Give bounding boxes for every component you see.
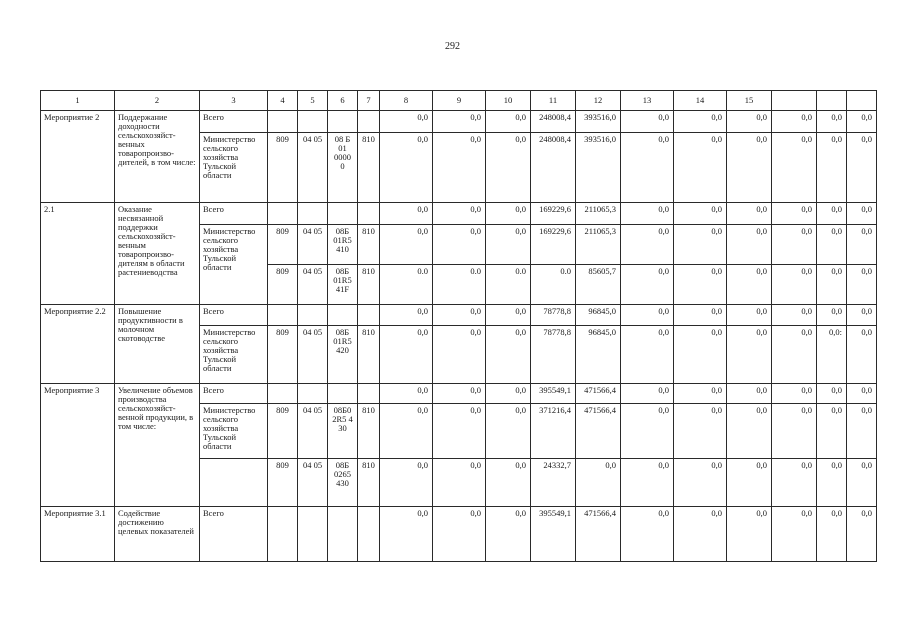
value-cell: 0,0 [486,225,531,265]
value-cell: 0,0 [621,326,674,384]
event-description: Увеличение объемов производства сельскохозяйст- венной продукции, в том числе: [115,384,200,507]
code-section: 04 05 [298,225,328,265]
code-grbs: 809 [268,326,298,384]
code-target: 08Б 01R5 410 [328,225,358,265]
value-cell: 0,0 [621,305,674,326]
code-type: 810 [358,326,380,384]
value-cell: 0,0 [621,111,674,133]
value-cell: 471566,4 [576,404,621,459]
value-cell: 0,0 [486,305,531,326]
value-cell: 0,0 [380,203,433,225]
value-cell: 0,0 [847,203,877,225]
header-cell: 9 [433,91,486,111]
value-cell: 0,0 [817,133,847,203]
value-cell: 0,0 [486,384,531,404]
value-cell: 0,0 [727,111,772,133]
value-cell: 78778,8 [531,305,576,326]
budget-table [40,90,877,562]
source-label: Министерство сельского хозяйства Тульской области [200,133,268,203]
event-description: Поддержание доходности сельскохозяйст- венных товаропроизво- дителей, в том числе: [115,111,200,203]
value-cell: 0,0 [817,404,847,459]
value-cell: 0,0 [380,459,433,507]
value-cell: 0,0: [817,326,847,384]
value-cell: 0,0 [486,203,531,225]
event-code: Мероприятие 2.2 [41,305,115,384]
source-label: Министерство сельского хозяйства Тульской области [200,404,268,459]
header-cell: 14 [674,91,727,111]
value-cell: 0,0 [433,305,486,326]
event-code: 2.1 [41,203,115,305]
value-cell: 0,0 [772,305,817,326]
header-cell [772,91,817,111]
value-cell: 371216,4 [531,404,576,459]
page-number: 292 [445,41,460,52]
event-description: Содействие достижению целевых показателей [115,507,200,562]
value-cell: 0,0 [433,326,486,384]
value-cell: 0,0 [847,265,877,305]
value-cell: 0,0 [433,384,486,404]
value-cell: 169229,6 [531,203,576,225]
value-cell: 0,0 [772,203,817,225]
value-cell: 0,0 [380,404,433,459]
value-cell: 0.0 [486,265,531,305]
code-section [298,384,328,404]
value-cell: 0,0 [817,265,847,305]
header-cell: 3 [200,91,268,111]
value-cell: 0,0 [486,507,531,562]
value-cell: 0,0 [433,225,486,265]
header-cell: 15 [727,91,772,111]
source-label: Всего [200,305,268,326]
code-section: 04 05 [298,459,328,507]
value-cell: 0,0 [727,265,772,305]
code-section: 04 05 [298,326,328,384]
code-target: 08Б 01R5 41F [328,265,358,305]
value-cell: 0,0 [727,305,772,326]
value-cell: 0,0 [727,326,772,384]
source-label: Всего [200,203,268,225]
value-cell: 0,0 [847,404,877,459]
value-cell: 0,0 [772,507,817,562]
value-cell: 0,0 [772,111,817,133]
value-cell: 0,0 [817,507,847,562]
value-cell: 0,0 [727,225,772,265]
value-cell: 0,0 [621,507,674,562]
table-row [41,305,877,326]
code-type [358,507,380,562]
value-cell: 393516,0 [576,133,621,203]
value-cell: 0,0 [433,459,486,507]
code-target [328,111,358,133]
value-cell: 0,0 [772,459,817,507]
value-cell: 24332,7 [531,459,576,507]
value-cell: 248008,4 [531,133,576,203]
value-cell: 0,0 [727,133,772,203]
code-section: 04 05 [298,133,328,203]
value-cell: 471566,4 [576,507,621,562]
header-cell: 12 [576,91,621,111]
code-type [358,305,380,326]
code-target: 08Б 0265 430 [328,459,358,507]
value-cell: 0,0 [380,384,433,404]
code-type: 810 [358,133,380,203]
code-target [328,384,358,404]
value-cell: 0,0 [817,203,847,225]
header-cell: 13 [621,91,674,111]
value-cell: 211065,3 [576,203,621,225]
header-cell [817,91,847,111]
value-cell: 0,0 [433,203,486,225]
value-cell: 0,0 [621,404,674,459]
value-cell: 0,0 [727,459,772,507]
code-section [298,203,328,225]
value-cell: 0,0 [433,111,486,133]
header-cell: 5 [298,91,328,111]
value-cell: 0,0 [621,225,674,265]
value-cell: 0,0 [772,225,817,265]
code-grbs: 809 [268,225,298,265]
value-cell: 248008,4 [531,111,576,133]
value-cell: 0,0 [674,111,727,133]
value-cell: 0,0 [674,203,727,225]
value-cell: 0,0 [847,133,877,203]
source-label: Всего [200,111,268,133]
header-cell: 4 [268,91,298,111]
code-target: 08Б0 2R5 4 30 [328,404,358,459]
value-cell: 211065,3 [576,225,621,265]
code-grbs [268,203,298,225]
value-cell: 0,0 [380,507,433,562]
code-target [328,305,358,326]
value-cell: 0,0 [772,133,817,203]
value-cell: 0,0 [847,459,877,507]
value-cell: 395549,1 [531,384,576,404]
value-cell: 0,0 [727,203,772,225]
code-type [358,111,380,133]
value-cell: 0,0 [576,459,621,507]
value-cell: 0,0 [621,384,674,404]
value-cell: 0,0 [674,305,727,326]
value-cell: 0,0 [621,203,674,225]
value-cell: 0,0 [674,133,727,203]
value-cell: 0,0 [621,459,674,507]
code-grbs: 809 [268,459,298,507]
table-row [41,203,877,225]
code-type: 810 [358,404,380,459]
code-section: 04 05 [298,265,328,305]
value-cell: 96845,0 [576,326,621,384]
value-cell: 0,0 [817,305,847,326]
value-cell: 96845,0 [576,305,621,326]
value-cell: 0,0 [847,384,877,404]
source-label: Министерство сельского хозяйства Тульской области [200,225,268,305]
value-cell: 0,0 [727,384,772,404]
code-section [298,111,328,133]
value-cell: 0,0 [772,384,817,404]
value-cell: 0,0 [674,459,727,507]
value-cell: 0,0 [380,111,433,133]
header-cell: 7 [358,91,380,111]
value-cell: 0,0 [621,265,674,305]
value-cell: 0,0 [380,326,433,384]
code-section [298,305,328,326]
value-cell: 0,0 [380,305,433,326]
table-row [41,111,877,133]
code-section [298,507,328,562]
source-label: Всего [200,384,268,404]
code-grbs: 809 [268,133,298,203]
value-cell: 0,0 [486,326,531,384]
value-cell: 471566,4 [576,384,621,404]
value-cell: 0,0 [433,507,486,562]
code-target [328,507,358,562]
event-code: Мероприятие 2 [41,111,115,203]
header-cell: 8 [380,91,433,111]
value-cell: 0,0 [772,404,817,459]
value-cell: 0,0 [847,111,877,133]
value-cell: 0,0 [817,111,847,133]
value-cell: 0,0 [674,265,727,305]
value-cell: 0,0 [727,507,772,562]
code-section: 04 05 [298,404,328,459]
code-type: 810 [358,265,380,305]
value-cell: 0,0 [727,404,772,459]
value-cell: 78778,8 [531,326,576,384]
event-code: Мероприятие 3.1 [41,507,115,562]
value-cell: 0,0 [433,133,486,203]
value-cell: 0,0 [674,404,727,459]
code-grbs [268,507,298,562]
table-row [41,384,877,404]
value-cell: 0,0 [433,404,486,459]
header-cell: 2 [115,91,200,111]
value-cell: 0,0 [817,384,847,404]
value-cell: 0,0 [486,133,531,203]
value-cell: 0,0 [674,507,727,562]
code-grbs: 809 [268,265,298,305]
value-cell: 0,0 [847,326,877,384]
code-grbs [268,111,298,133]
value-cell: 395549,1 [531,507,576,562]
code-target [328,203,358,225]
value-cell: 0.0 [380,265,433,305]
code-grbs [268,384,298,404]
value-cell: 0,0 [380,133,433,203]
value-cell: 85605,7 [576,265,621,305]
source-label: Министерство сельского хозяйства Тульской области [200,326,268,384]
value-cell: 0,0 [674,225,727,265]
header-row [41,91,877,111]
header-cell: 1 [41,91,115,111]
code-type: 810 [358,225,380,265]
value-cell: 0,0 [674,384,727,404]
event-description: Оказание несвязанной поддержки сельскохозяйст- венным товаропроизво- дителям в области растениеводства [115,203,200,305]
value-cell: 0,0 [486,111,531,133]
code-grbs: 809 [268,404,298,459]
code-target: 08Б 01R5 420 [328,326,358,384]
value-cell: 0,0 [847,225,877,265]
value-cell: 393516,0 [576,111,621,133]
source-label [200,459,268,507]
code-type: 810 [358,459,380,507]
code-target: 08 Б 01 0000 0 [328,133,358,203]
code-type [358,384,380,404]
header-cell: 6 [328,91,358,111]
event-code: Мероприятие 3 [41,384,115,507]
source-label: Всего [200,507,268,562]
code-type [358,203,380,225]
value-cell: 0,0 [817,225,847,265]
value-cell: 0,0 [674,326,727,384]
table-row [41,507,877,562]
value-cell: 0,0 [486,404,531,459]
header-cell: 11 [531,91,576,111]
event-description: Повышение продуктивности в молочном скотоводстве [115,305,200,384]
value-cell: 0,0 [847,507,877,562]
value-cell: 0.0 [531,265,576,305]
value-cell: 0,0 [772,326,817,384]
header-cell [847,91,877,111]
value-cell: 0,0 [847,305,877,326]
value-cell: 0,0 [486,459,531,507]
value-cell: 0,0 [817,459,847,507]
value-cell: 0,0 [380,225,433,265]
value-cell: 0,0 [772,265,817,305]
value-cell: 0,0 [621,133,674,203]
code-grbs [268,305,298,326]
value-cell: 0.0 [433,265,486,305]
header-cell: 10 [486,91,531,111]
value-cell: 169229,6 [531,225,576,265]
